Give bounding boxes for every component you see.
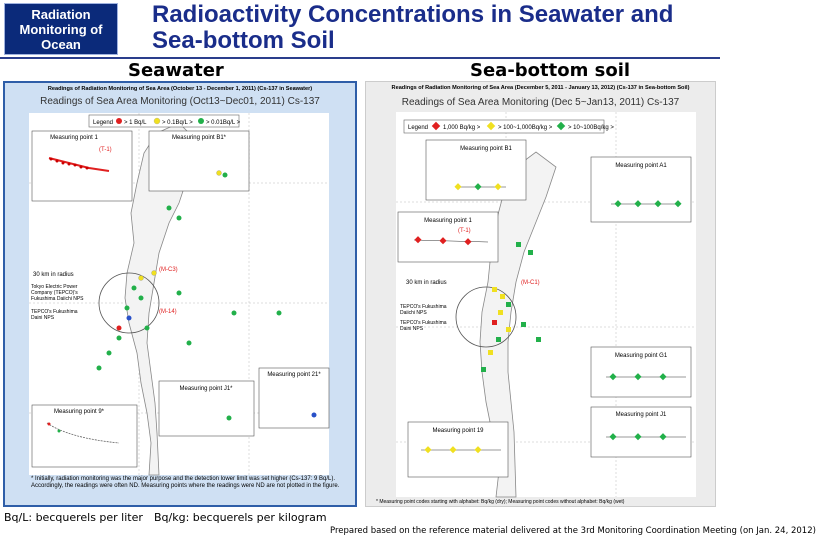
seawater-legend [89,115,241,127]
seawater-map-title: Readings of Sea Area Monitoring (Oct13~Dec01, 2011) Cs-137 [40,96,320,107]
legend-label: Legend [93,120,114,126]
label-daini-2: Daini NPS [400,326,424,332]
seawater-points [97,206,282,371]
source-note: Prepared based on the reference material delivered at the 3rd Monitoring Coordination Meeting (on Jan. 24, 2012) [330,526,816,536]
legend-item-3: > 0.01Bq/L > [206,120,241,126]
inset-mp19 [408,422,508,477]
unit-bq-per-liter: Bq/L: becquerels per liter [4,511,143,524]
header-divider [0,57,720,59]
label-tepco-2: Company (TEPCO)'s [31,290,78,296]
sea-bottom-panel-title: Readings of Radiation Monitoring of Sea Area (December 5, 2011 - January 13, 2012) (Cs-137 in Sea-bottom Soil) [391,85,690,91]
label-t1: (T-1) [458,228,471,234]
sea-bottom-heading: Sea-bottom soil [470,60,631,81]
inset-mpB1 [426,140,526,200]
badge-line-1: Radiation [31,7,91,22]
label-mp19: Measuring point 19 [432,428,484,434]
label-mp1: Measuring point 1 [424,218,472,224]
label-m14: (M-14) [159,309,177,315]
seawater-panel [3,81,357,507]
label-mpJ1: Measuring point J1 [615,412,667,418]
inset-mp9 [32,405,137,467]
inset-mp1 [398,212,498,262]
label-mc3: (M-C3) [159,267,178,273]
label-mpG1: Measuring point G1 [614,353,668,359]
unit-bq-per-kg: Bq/kg: becquerels per kilogram [154,511,327,524]
label-daini-2: Daini NPS [31,315,55,321]
inset-mpA1 [591,157,691,222]
label-mp1: Measuring point 1 [50,135,98,141]
sea-bottom-map-title: Readings of Sea Area Monitoring (Dec 5~Jan13, 2011) Cs-137 [401,97,680,108]
label-tepco-1: TEPCO's Fukushima [400,304,447,310]
legend-green-dot [198,118,204,124]
legend-item-2: > 0.1Bq/L > [162,120,193,126]
inset-mp21 [259,368,329,428]
inset-mpJ1 [159,381,254,436]
sea-bottom-legend [404,120,614,133]
sea-bottom-map [396,112,696,497]
label-daini-1: TEPCO's Fukushima [400,320,447,326]
label-tepco-2: Daiichi NPS [400,310,427,316]
seawater-map [29,113,329,475]
sea-bottom-footnote: * Measuring point codes starting with alphabet: Bq/kg (dry); Measuring point codes without alphabet: Bq/kg (wet) [376,499,625,505]
legend-label: Legend [408,125,429,131]
label-radius: 30 km in radius [406,280,447,286]
label-mc1: (M-C1) [521,280,540,286]
legend-item-3: > 10~100Bq/kg > [568,125,614,131]
label-mpB1: Measuring point B1 [460,146,512,152]
slide-header [0,0,720,60]
legend-red-dot [116,118,122,124]
label-tepco-3: Fukushima Daiichi NPS [31,296,84,302]
label-mp21: Measuring point 21* [267,372,321,378]
inset-mp1 [32,131,132,201]
label-mp9: Measuring point 9* [53,409,105,415]
inset-mpG1 [591,347,691,397]
inset-mpJ1 [591,407,691,457]
label-mpB1: Measuring point B1* [171,135,227,141]
label-tepco-1: Tokyo Electric Power [31,284,78,290]
legend-item-1: 1,000 Bq/kg > [443,125,481,131]
title-line-2: Sea-bottom Soil [152,27,335,54]
seawater-footnote: * Initially, radiation monitoring was the major purpose and the detection lower limit was set higher (Cs-137: 9 Bq/L). Accordingly, the readings were often ND. Measuring points where the readings were ND are not plotted in the figure. [31,476,340,489]
badge-line-3: Ocean [41,37,81,52]
seawater-panel-title: Readings of Radiation Monitoring of Sea Area (October 13 - December 1, 2011) (Cs-137 in Seawater) [47,86,313,92]
label-daini-1: TEPCO's Fukushima [31,309,78,315]
page-title [152,2,673,54]
title-line-1: Radioactivity Concentrations in Seawater and [152,1,674,28]
section-badge [4,3,118,55]
legend-item-2: > 100~1,000Bq/kg > [498,125,553,131]
sea-bottom-map-svg [396,112,696,497]
seawater-map-svg [29,113,329,475]
label-mpA1: Measuring point A1 [615,163,667,169]
label-t1: (T-1) [99,147,112,153]
badge-line-2: Monitoring of [19,22,103,37]
seawater-heading: Seawater [128,60,224,81]
legend-yellow-dot [154,118,160,124]
inset-mpB1 [149,131,249,191]
label-mpJ1: Measuring point J1* [179,386,233,392]
sea-bottom-panel [365,81,716,507]
label-radius: 30 km in radius [33,272,74,278]
legend-item-1: > 1 Bq/L [124,120,147,126]
